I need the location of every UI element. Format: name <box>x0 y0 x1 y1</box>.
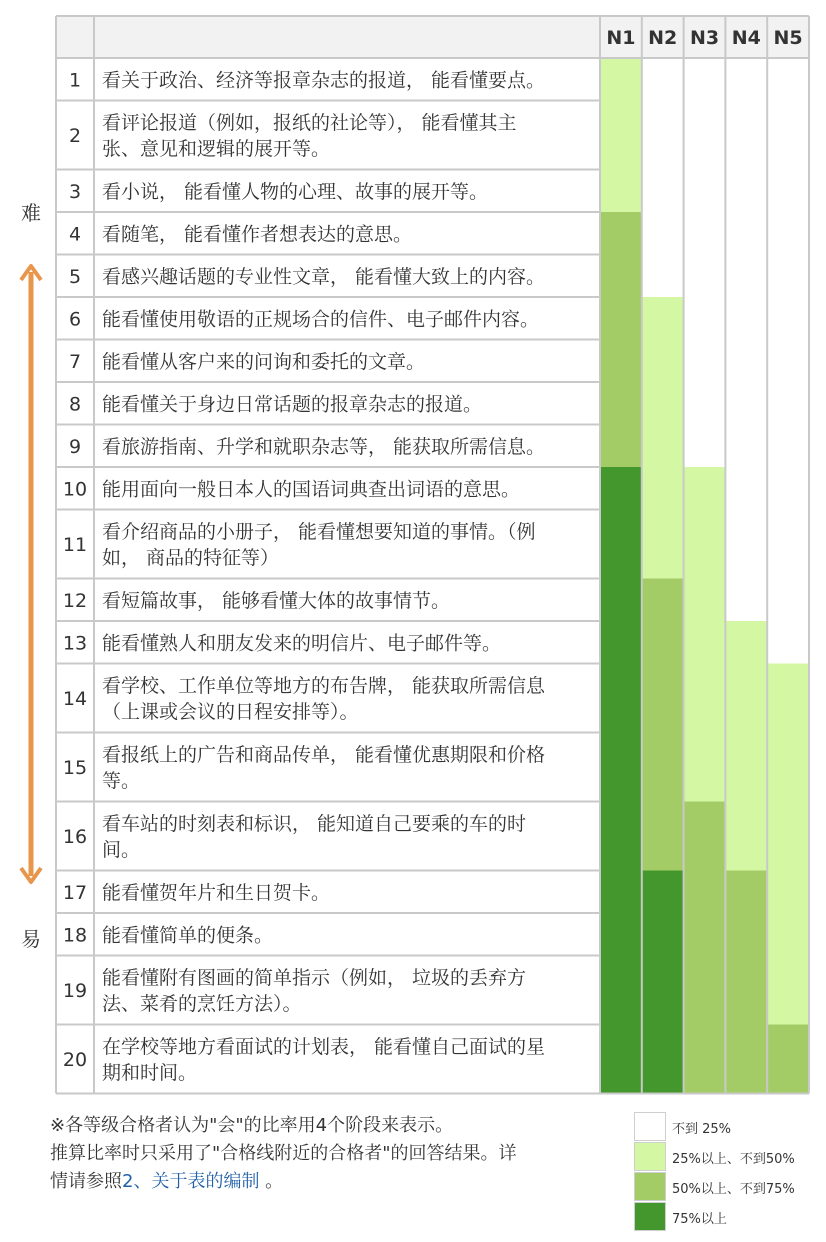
row-description-line: 看学校、工作单位等地方的布告牌， 能获取所需信息 <box>102 675 546 697</box>
row-description: 看随笔， 能看懂作者想表达的意思。 <box>102 223 413 246</box>
level-cell-N1-rows-1-3 <box>600 58 642 212</box>
row-number: 5 <box>68 265 82 288</box>
row-description-line: 法、菜肴的烹饪方法）。 <box>102 993 302 1015</box>
level-cell-N4-rows-1-12 <box>725 58 767 621</box>
difficulty-hard-label: 难 <box>21 201 41 225</box>
row-description: 能看懂简单的便条。 <box>102 924 274 947</box>
level-cell-N5-rows-1-13 <box>767 58 809 664</box>
footnote <box>50 1112 610 1196</box>
level-cell-N3-rows-10-15 <box>684 467 726 802</box>
row-description: 能用面向一般日本人的国语词典查出词语的意思。 <box>102 478 521 501</box>
level-cell-N4-rows-13-16 <box>725 621 767 871</box>
footnote-line-3 <box>50 1168 610 1196</box>
row-description-line: 看介绍商品的小册子， 能看懂想要知道的事情。（例 <box>102 521 536 543</box>
row-description-line: 期和时间。 <box>102 1062 198 1084</box>
legend-swatch <box>634 1172 666 1201</box>
row-number: 13 <box>62 632 88 655</box>
row-description-line: 等。 <box>102 770 141 792</box>
level-cell-N3-rows-16-20 <box>684 802 726 1094</box>
legend-item <box>634 1202 824 1232</box>
row-description-line: 间。 <box>102 839 141 861</box>
row-description-line: 在学校等地方看面试的计划表， 能看懂自己面试的星 <box>102 1036 546 1058</box>
legend-label: 50%以上、不到75% <box>672 1182 795 1197</box>
row-description-line: 如， 商品的特征等） <box>102 547 280 569</box>
level-cell-N2-rows-1-5 <box>642 58 684 297</box>
column-header-N5: N5 <box>773 27 803 49</box>
column-header-N2: N2 <box>648 27 678 49</box>
row-number: 1 <box>68 69 82 92</box>
row-number: 10 <box>62 478 88 501</box>
row-number: 4 <box>68 223 82 246</box>
row-description: 看小说， 能看懂人物的心理、故事的展开等。 <box>102 180 489 203</box>
row-description: 能看懂从客户来的问询和委托的文章。 <box>102 350 426 373</box>
row-description-line: 张、意见和逻辑的展开等。 <box>102 138 331 160</box>
level-cell-N3-rows-1-9 <box>684 58 726 467</box>
row-description-line: 能看懂附有图画的简单指示（例如， 垃圾的丢弃方 <box>102 967 527 989</box>
row-number: 8 <box>68 393 82 416</box>
row-number: 19 <box>62 980 88 1002</box>
row-number: 14 <box>62 688 88 710</box>
row-description-line: 看评论报道（例如，报纸的社论等）， 能看懂其主 <box>102 112 517 134</box>
legend-item <box>634 1172 824 1202</box>
row-number: 9 <box>68 435 82 458</box>
legend-swatch <box>634 1142 666 1171</box>
row-number: 3 <box>68 180 82 203</box>
legend-swatch <box>634 1202 666 1231</box>
row-description: 能看懂熟人和朋友发来的明信片、电子邮件等。 <box>102 632 502 655</box>
table-compilation-link[interactable]: 2、关于表的编制 <box>122 1171 260 1192</box>
footnote-line-1: ※各等级合格者认为"会"的比率用4个阶段来表示。 <box>50 1115 454 1136</box>
row-number: 2 <box>68 125 82 147</box>
difficulty-easy-label: 易 <box>21 927 41 951</box>
row-description: 能看懂使用敬语的正规场合的信件、电子邮件内容。 <box>102 308 540 331</box>
level-cell-N5-rows-14-19 <box>767 664 809 1025</box>
row-number: 20 <box>62 1049 88 1071</box>
legend-item <box>634 1142 824 1172</box>
column-header-N1: N1 <box>606 27 636 49</box>
footnote-line-3-suffix: 。 <box>259 1171 284 1192</box>
row-number: 17 <box>62 881 88 904</box>
legend-item <box>634 1112 824 1142</box>
level-cell-N4-rows-17-20 <box>725 871 767 1094</box>
row-number: 15 <box>62 757 88 779</box>
row-description-line: （上课或会议的日程安排等）。 <box>102 701 359 723</box>
row-number: 18 <box>62 924 88 947</box>
footnote-line-3-prefix: 情请参照 <box>50 1171 122 1192</box>
column-header-N4: N4 <box>731 27 761 49</box>
footnote-line-2: 推算比率时只采用了"合格线附近的合格者"的回答结果。详 <box>50 1143 517 1164</box>
row-number: 7 <box>68 350 82 373</box>
row-number: 11 <box>62 534 88 556</box>
row-number: 16 <box>62 826 88 848</box>
level-cell-N2-rows-12-16 <box>642 579 684 871</box>
row-description-line: 看车站的时刻表和标识， 能知道自己要乘的车的时 <box>102 813 527 835</box>
row-description: 能看懂贺年片和生日贺卡。 <box>102 881 331 904</box>
level-cell-N2-rows-6-11 <box>642 297 684 579</box>
row-description: 看关于政治、经济等报章杂志的报道， 能看懂要点。 <box>102 69 546 92</box>
row-description: 看旅游指南、升学和就职杂志等， 能获取所需信息。 <box>102 435 546 458</box>
column-header-N3: N3 <box>689 27 720 49</box>
row-number: 6 <box>68 308 82 331</box>
row-description: 看感兴趣话题的专业性文章， 能看懂大致上的内容。 <box>102 265 546 288</box>
row-number: 12 <box>62 589 88 612</box>
legend <box>634 1112 824 1232</box>
level-cell-N2-rows-17-20 <box>642 871 684 1094</box>
level-cell-N1-rows-10-20 <box>600 467 642 1094</box>
legend-label: 25%以上、不到50% <box>672 1152 795 1167</box>
row-description: 能看懂关于身边日常话题的报章杂志的报道。 <box>102 393 483 416</box>
level-cell-N5-rows-20-20 <box>767 1025 809 1094</box>
legend-swatch <box>634 1112 666 1141</box>
level-cell-N1-rows-4-9 <box>600 212 642 467</box>
row-description: 看短篇故事， 能够看懂大体的故事情节。 <box>102 589 451 612</box>
row-description-line: 看报纸上的广告和商品传单， 能看懂优惠期限和价格 <box>102 744 546 766</box>
legend-label: 不到 25% <box>672 1122 732 1137</box>
legend-label: 75%以上 <box>672 1212 727 1227</box>
